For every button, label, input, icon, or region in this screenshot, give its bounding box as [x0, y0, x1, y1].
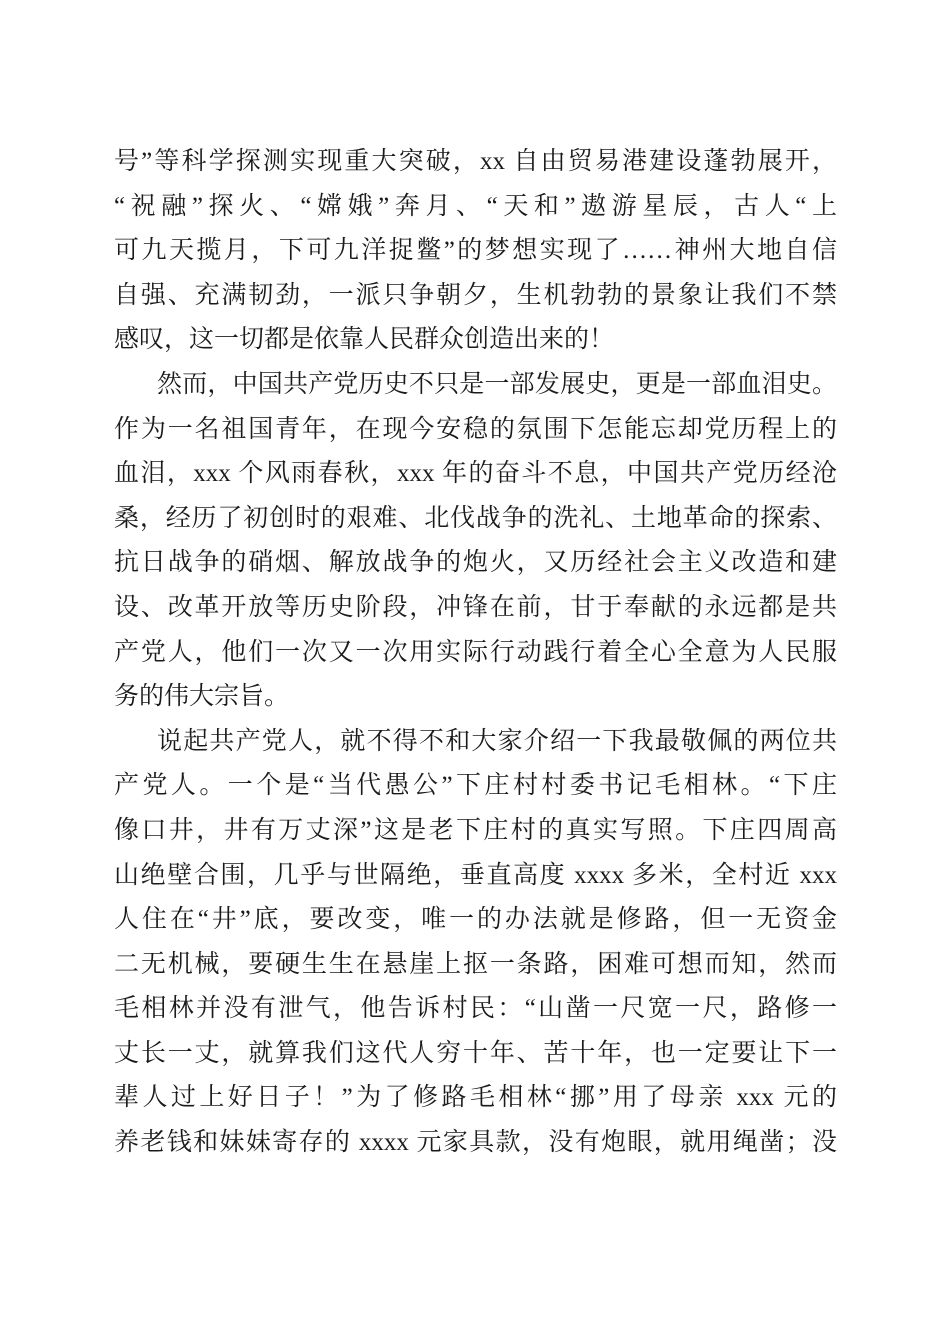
text-line-paragraph-end: 务的伟大宗旨。: [114, 683, 290, 711]
text-line: 山绝壁合围，几乎与世隔绝，垂直高度 xxxx 多米，全村近 xxx: [114, 861, 837, 889]
text-line: 像口井，井有万丈深”这是老下庄村的真实写照。下庄四周高: [114, 816, 837, 844]
text-line: 血泪，xxx 个风雨春秋，xxx 年的奋斗不息，中国共产党历经沧: [114, 460, 837, 488]
text-line-paragraph-end: 感叹，这一切都是依靠人民群众创造出来的！: [114, 326, 615, 354]
text-line: 抗日战争的硝烟、解放战争的炮火，又历经社会主义改造和建: [114, 549, 837, 577]
text-line: 辈人过上好日子！”为了修路毛相林“挪”用了母亲 xxx 元的: [114, 1084, 837, 1112]
paragraph-history: [114, 363, 837, 720]
text-line: 产党人，他们一次又一次用实际行动践行着全心全意为人民服: [114, 638, 837, 666]
text-line: 毛相林并没有泄气，他告诉村民：“山凿一尺宽一尺，路修一: [114, 995, 837, 1023]
text-line: 养老钱和妹妹寄存的 xxxx 元家具款，没有炮眼，就用绳凿；没: [114, 1129, 837, 1157]
text-line: 桑，经历了初创时的艰难、北伐战争的洗礼、土地革命的探索、: [114, 504, 837, 532]
text-line: 自强、充满韧劲，一派只争朝夕，生机勃勃的景象让我们不禁: [114, 281, 837, 309]
text-line: 产党人。一个是“当代愚公”下庄村村委书记毛相林。“下庄: [114, 772, 837, 800]
text-line: 设、改革开放等历史阶段，冲锋在前，甘于奉献的永远都是共: [114, 593, 837, 621]
text-line: 作为一名祖国青年，在现今安稳的氛围下怎能忘却党历程上的: [114, 415, 837, 443]
text-line-paragraph-start: 说起共产党人，就不得不和大家介绍一下我最敬佩的两位共: [157, 727, 837, 755]
text-line-paragraph-start: 然而，中国共产党历史不只是一部发展史，更是一部血泪史。: [157, 370, 837, 398]
text-line: 丈长一丈，就算我们这代人穷十年、苦十年，也一定要让下一: [114, 1039, 837, 1067]
text-line: 人住在“井”底，要改变，唯一的办法就是修路，但一无资金: [114, 906, 837, 934]
text-line: 号”等科学探测实现重大突破，xx 自由贸易港建设蓬勃展开，: [114, 148, 837, 175]
text-line: “祝融”探火、“嫦娥”奔月、“天和”遨游星辰，古人“上: [114, 192, 837, 220]
paragraph-continuation: [114, 140, 837, 363]
text-line: 可九天揽月，下可九洋捉鳖”的梦想实现了……神州大地自信: [114, 237, 837, 265]
text-line: 二无机械，要硬生生在悬崖上抠一条路，困难可想而知，然而: [114, 950, 837, 978]
paragraph-maoxianglin: [114, 720, 837, 1166]
